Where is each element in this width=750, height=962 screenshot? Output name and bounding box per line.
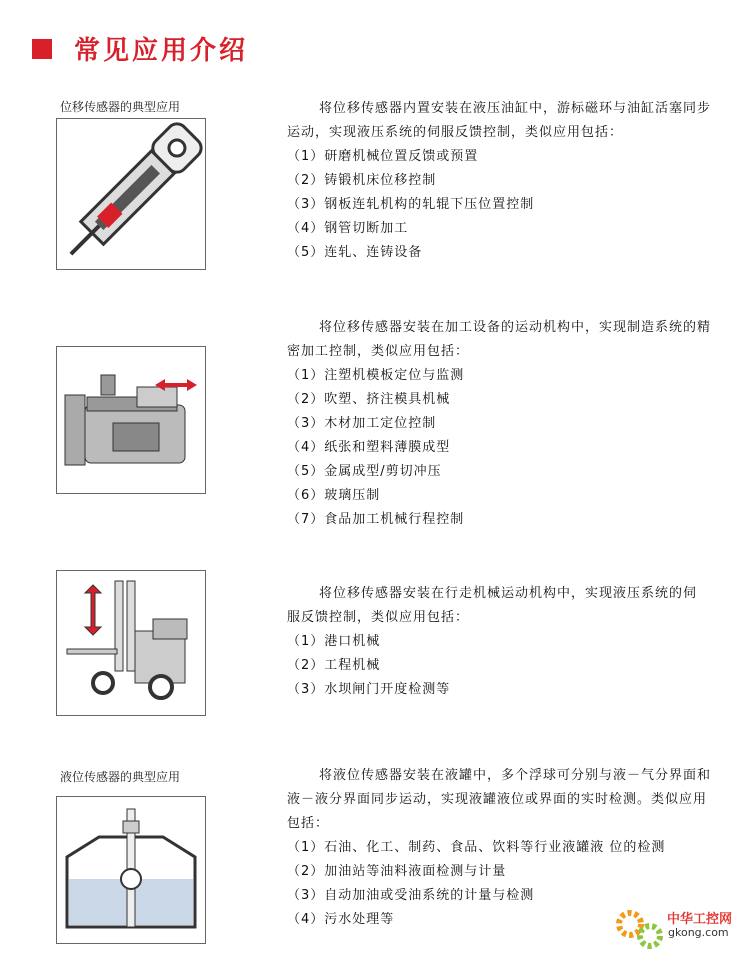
- section-1-intro: 将位移传感器内置安装在液压油缸中，游标磁环与油缸活塞同步运动，实现液压系统的伺服反馈控制，类似应用包括：: [287, 101, 712, 140]
- watermark-logo: [612, 902, 742, 952]
- list-item: （4）污水处理等: [287, 912, 395, 927]
- page-title: 常见应用介绍: [74, 36, 249, 66]
- header-square-icon: [32, 39, 52, 59]
- list-item: （1）研磨机械位置反馈或预置: [287, 149, 479, 164]
- watermark-url: gkong.com: [668, 926, 729, 939]
- list-item: （3）自动加油或受油系统的计量与检测: [287, 888, 535, 903]
- list-item: （1）注塑机模板定位与监测: [287, 368, 465, 383]
- list-item: （4）钢管切断加工: [287, 221, 409, 236]
- list-item: （7）食品加工机械行程控制: [287, 512, 465, 527]
- list-item: （1）港口机械: [287, 634, 381, 649]
- list-item: （3）水坝闸门开度检测等: [287, 682, 451, 697]
- list-item: （6）玻璃压制: [287, 488, 381, 503]
- section-4-intro: 将液位传感器安装在液罐中，多个浮球可分别与液－气分界面和液－液分界面同步运动，实现液罐液位或界面的实时检测。类似应用包括：: [287, 768, 712, 831]
- list-item: （3）钢板连轧机构的轧辊下压位置控制: [287, 197, 535, 212]
- list-item: （2）加油站等油料液面检测与计量: [287, 864, 507, 879]
- section-subtitle-displacement: 位移传感器的典型应用: [60, 100, 181, 114]
- section-subtitle-level: 液位传感器的典型应用: [60, 770, 181, 784]
- section-3-text: [287, 582, 707, 702]
- page-header: [32, 30, 248, 67]
- injection-machine-image: [56, 346, 206, 494]
- list-item: （3）木材加工定位控制: [287, 416, 437, 431]
- section-2-text: [287, 316, 717, 532]
- list-item: （1）石油、化工、制药、食品、饮料等行业液罐液 位的检测: [287, 840, 666, 855]
- list-item: （2）铸锻机床位移控制: [287, 173, 437, 188]
- list-item: （5）金属成型/剪切冲压: [287, 464, 442, 479]
- section-2-intro: 将位移传感器安装在加工设备的运动机构中，实现制造系统的精密加工控制，类似应用包括：: [287, 320, 712, 359]
- list-item: （2）吹塑、挤注模具机械: [287, 392, 451, 407]
- watermark-name: 中华工控网: [667, 912, 733, 927]
- section-1-text: [287, 97, 717, 265]
- list-item: （2）工程机械: [287, 658, 381, 673]
- list-item: （5）连轧、连铸设备: [287, 245, 423, 260]
- gear-icon: [612, 902, 668, 952]
- list-item: （4）纸张和塑料薄膜成型: [287, 440, 451, 455]
- section-3-intro: 将位移传感器安装在行走机械运动机构中，实现液压系统的伺服反馈控制，类似应用包括：: [287, 586, 698, 625]
- hydraulic-cylinder-image: [56, 118, 206, 270]
- forklift-image: [56, 570, 206, 716]
- liquid-tank-image: [56, 796, 206, 944]
